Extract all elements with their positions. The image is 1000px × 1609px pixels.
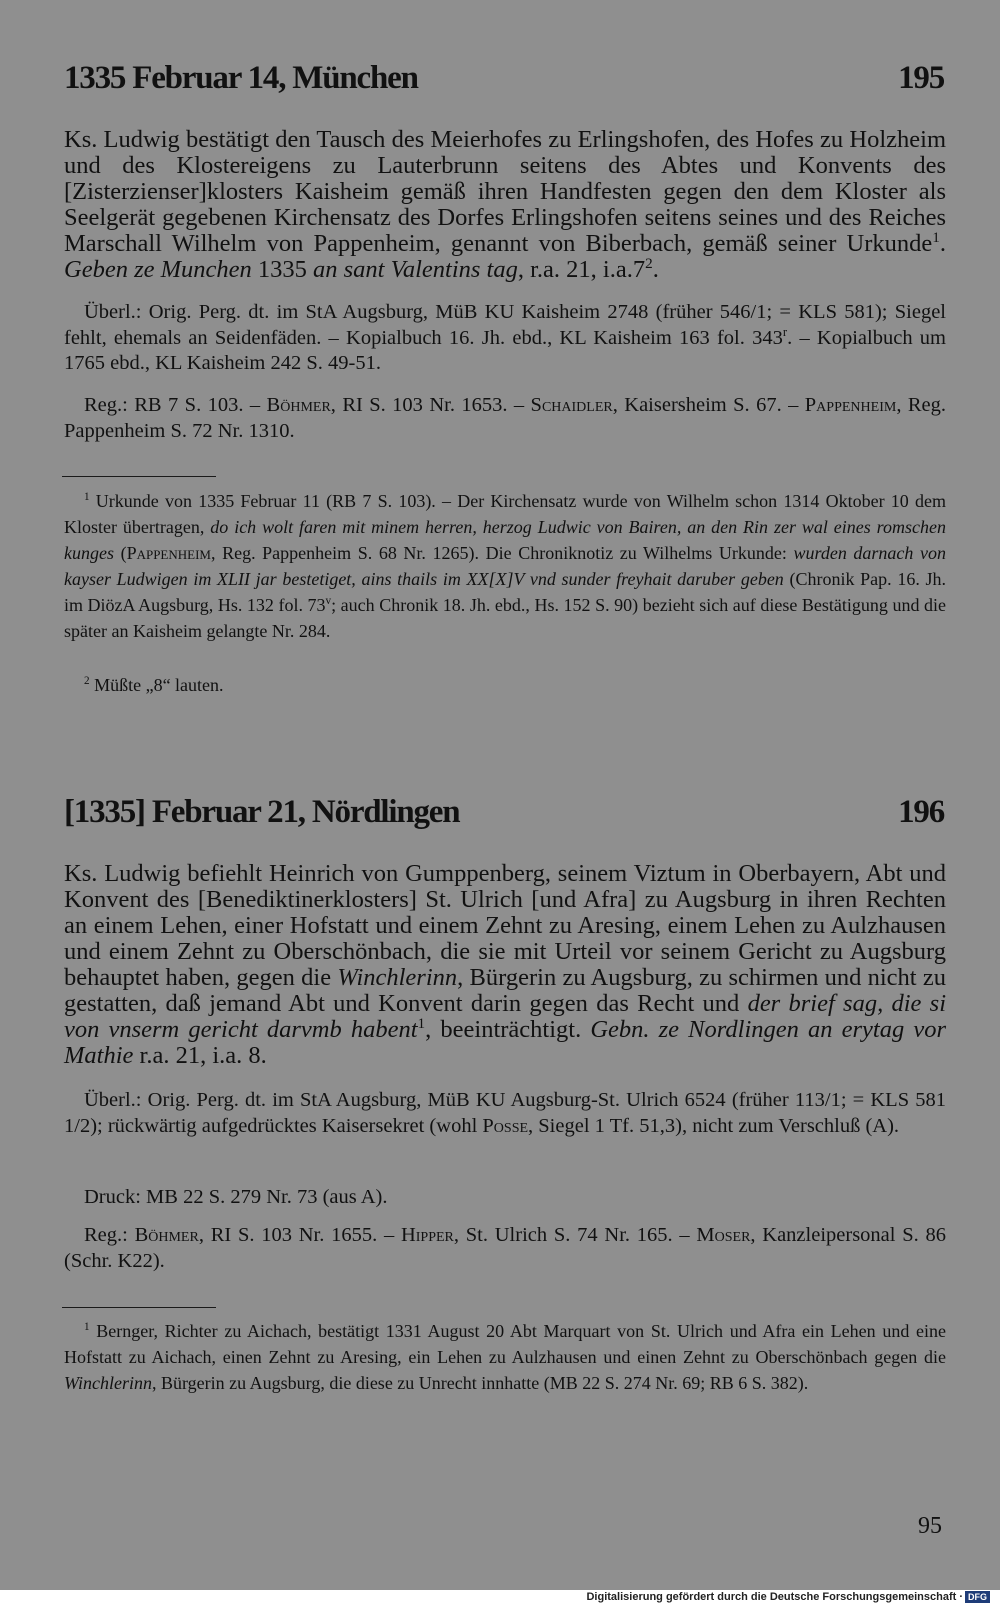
doc195-regesten: Reg.: RB 7 S. 103. – Böhmer, RI S. 103 Nr. 1653. – Schaidler, Kaisersheim S. 67. – Pappenheim, Reg. Pappenheim S. 72 Nr. 1310. (64, 394, 946, 442)
doc196-number: 196 (898, 794, 944, 830)
doc195-regest: Ks. Ludwig bestätigt den Tausch des Meierhofes zu Erlingshofen, des Hofes zu Holzheim und des Klostereigens zu Lauterbrunn seitens des Abtes und Konvents des [Zisterzienser]klosters Kaisheim gemäß ihren Handfesten gegen den dem Kloster als Seelgerät gegebenen Kirchensatz des Dorfes Erlingshofen seitens seines und des Reiches Marschall Wilhelm von Pappenheim, genannt von Biberbach, gemäß seiner Urkunde$^1$. Geben ze Munchen 1335 an sant Valentins tag, r.a. 21, $i.a.7^2$. (64, 126, 946, 283)
footer-credit: Digitalisierung gefördert durch die Deutsche Forschungsgemeinschaft · (586, 1591, 963, 1603)
footnote-ref: 2 (645, 254, 653, 272)
dfg-logo-icon: DFG (965, 1591, 990, 1603)
doc195-ueberlieferung: Überl.: Orig. Perg. dt. im StA Augsburg, MüB KU Kaisheim 2748 (früher 546/1; = KLS 581); Siegel fehlt, ehemals an Seidenfäden. – Kopialbuch 16. Jh. ebd., KL Kaisheim 163 fol. 343$^r$. – Kopialbuch um 1765 ebd., KL Kaisheim 242 S. 49-51. (64, 301, 946, 374)
page-number: 95 (918, 1513, 942, 1539)
footnote-divider (62, 476, 216, 477)
doc195-number: 195 (898, 60, 944, 96)
footnote-ref: 1 (417, 1014, 426, 1032)
doc196-regest: Ks. Ludwig befiehlt Heinrich von Gumppenberg, seinem Viztum in Oberbayern, Abt und Konvent des [Benediktinerklosters] St. Ulrich [und Afra] zu Augsburg in ihren Rechten an einem Lehen, einer Hofstatt und einem Zehnt zu Aresing, einem Lehen zu Aulzhausen und einem Zehnt zu Oberschönbach, die sie mit Urteil vor seinem Gericht zu Augsburg behauptet haben, gegen die Winchlerinn, Bürgerin zu Augsburg, zu schirmen und nicht zu gestatten, daß jemand Abt und Konvent darin gegen das Recht und der brief sag, die si von vnserm gericht darvmb habent$^1$, beeinträchtigt. Gebn. ze Nordlingen an erytag vor Mathie r.a. 21, i.a. 8. (64, 860, 946, 1069)
doc195-heading (64, 60, 944, 97)
doc196-ueberlieferung: Überl.: Orig. Perg. dt. im StA Augsburg, MüB KU Augsburg-St. Ulrich 6524 (früher 113/1; = KLS 581 1/2); rückwärtig aufgedrücktes Kaisersekret (wohl Posse, Siegel 1 Tf. 51,3), nicht zum Verschluß (A). (64, 1089, 946, 1137)
digitization-footer (586, 1591, 990, 1603)
doc195-footnote-1: $^1$ Urkunde von 1335 Februar 11 (RB 7 S. 103). – Der Kirchensatz wurde von Wilhelm schon 1314 Oktober 10 dem Kloster übertragen, do ich wolt faren mit minem herren, herzog Ludwic von Bairen, an den Rin zer wal eines romschen kunges (Pappenheim, Reg. Pappenheim S. 68 Nr. 1265). Die Chroniknotiz zu Wilhelms Urkunde: wurden darnach von kayser Ludwigen im XLII jar bestetiget, ains thails im XX[X]V vnd sunder freyhait daruber geben (Chronik Pap. 16. Jh. im DiözA Augsburg, Hs. 132 fol. 73$^v$; auch Chronik 18. Jh. ebd., Hs. 152 S. 90) bezieht sich auf diese Bestätigung und die später an Kaisheim gelangte Nr. 284. (64, 491, 947, 641)
doc196-footnote-1: $^1$ Bernger, Richter zu Aichach, bestätigt 1331 August 20 Abt Marquart von St. Ulrich und Afra ein Lehen und eine Hofstatt zu Aichach, einen Zehnt zu Aresing, ein Lehen zu Aulzhausen und einen Zehnt zu Oberschönbach gegen die Winchlerinn, Bürgerin zu Augsburg, die diese zu Unrecht innhatte (MB 22 S. 274 Nr. 69; RB 6 S. 382). (64, 1321, 946, 1393)
doc196-heading (64, 794, 944, 831)
doc196-regesten: Reg.: Böhmer, RI S. 103 Nr. 1655. – Hipper, St. Ulrich S. 74 Nr. 165. – Moser, Kanzleipersonal S. 86 (Schr. K22). (64, 1224, 946, 1272)
footnote-divider (62, 1307, 216, 1308)
doc196-druck: Druck: MB 22 S. 279 Nr. 73 (aus A). (84, 1186, 388, 1208)
doc196-title: [1335] Februar 21, Nördlingen (64, 794, 460, 830)
footnote-ref: 1 (932, 228, 940, 246)
doc195-title: 1335 Februar 14, München (64, 60, 418, 96)
doc195-footnote-2: $^2$ Müßte „8“ lauten. (84, 675, 224, 695)
